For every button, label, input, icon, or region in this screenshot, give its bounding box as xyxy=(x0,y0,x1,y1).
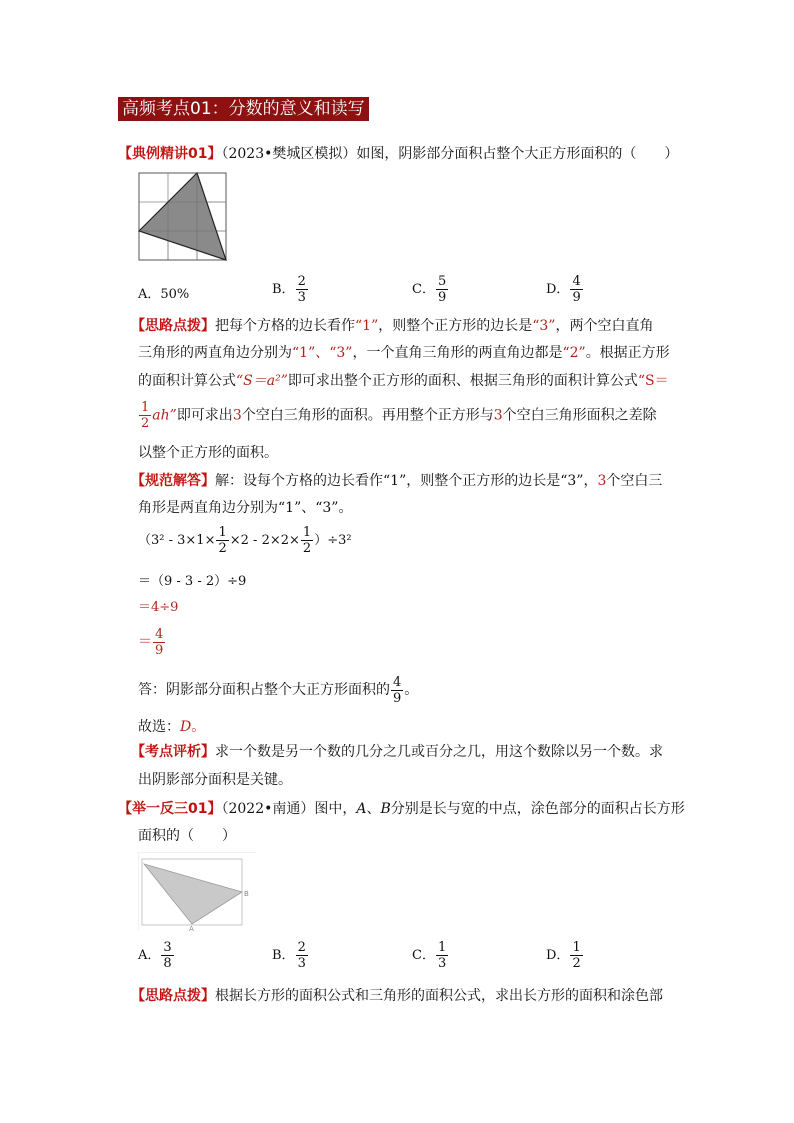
grid-figure xyxy=(138,172,230,264)
rectangle-figure xyxy=(138,852,256,932)
practice-option-d[interactable]: D． $\frac{1}{2}$ xyxy=(546,940,581,971)
calc-line-4: ＝ $\frac{4}{9}$ xyxy=(138,626,164,658)
practice-option-b[interactable]: B． $\frac{2}{3}$ xyxy=(272,940,306,971)
hint-line-3: 的面积计算公式“S＝a²”即可求出整个正方形的面积、根据三角形的面积计算公式“S＝ xyxy=(138,373,669,389)
section-heading: 高频考点01：分数的意义和读写 xyxy=(118,97,369,121)
option-b[interactable]: B． $\frac{2}{3}$ xyxy=(272,274,306,305)
example-source: （2023•樊城区模拟） xyxy=(221,146,357,162)
review-line-2: 出阴影部分面积是关键。 xyxy=(138,772,292,788)
hint-line-2: 三角形的两直角边分别为“1”、“3”，一个直角三角形的两直角边都是“2”。根据正方形 xyxy=(138,345,670,361)
shaded-triangle-practice xyxy=(144,864,242,924)
reply-line: 答：阴影部分面积占整个大正方形面积的 $\frac{4}{9}$ 。 xyxy=(138,674,419,706)
hint-line-1: 【思路点拨】把每个方格的边长看作“1”，则整个正方形的边长是“3”，两个空白直角 xyxy=(131,318,654,334)
example-question-text: 如图，阴影部分面积占整个大正方形面积的（ ） xyxy=(356,146,679,162)
practice-question-line-1: 【举一反三01】（2022•南通）图中，A、B分别是长与宽的中点，涂色部分的面积占长方形 xyxy=(118,801,685,817)
option-c[interactable]: C． $\frac{5}{9}$ xyxy=(412,274,447,305)
calc-line-1: （3² - 3×1× $\frac{1}{2}$ ×2 - 2×2× $\frac{1}{2}$ ）÷3² xyxy=(138,525,352,556)
option-a[interactable]: A．50% xyxy=(138,287,190,302)
example-tag: 【典例精讲01】 xyxy=(118,146,222,162)
practice-hint-line-1: 【思路点拨】根据长方形的面积公式和三角形的面积公式，求出长方形的面积和涂色部 xyxy=(131,988,663,1004)
answer-line-2: 角形是两直角边分别为“1”、“3”。 xyxy=(138,500,353,516)
calc-line-3: ＝4÷9 xyxy=(138,600,179,615)
hint-line-4: $\frac{1}{2}$ ah”即可求出3个空白三角形的面积。再用整个正方形与3个空白三角形面积之差除 xyxy=(141,400,657,431)
practice-option-c[interactable]: C． $\frac{1}{3}$ xyxy=(412,940,447,971)
option-d[interactable]: D． $\frac{4}{9}$ xyxy=(546,274,581,305)
answer-line-1: 【规范解答】解：设每个方格的边长看作“1”，则整个正方形的边长是“3”，3个空白三 xyxy=(131,473,663,489)
example-question xyxy=(118,144,678,164)
review-line-1: 【考点评析】求一个数是另一个数的几分之几或百分之几，用这个数除以另一个数。求 xyxy=(131,744,663,760)
label-a: A xyxy=(189,925,194,932)
practice-option-a[interactable]: A． $\frac{3}{8}$ xyxy=(138,940,172,971)
calc-line-2: ＝（9 - 3 - 2）÷9 xyxy=(138,574,247,589)
choose-line: 故选：D。 xyxy=(138,719,206,735)
practice-question-line-2: 面积的（ ） xyxy=(138,828,236,844)
hint-line-5: 以整个正方形的面积。 xyxy=(138,445,278,461)
label-b: B xyxy=(244,890,249,898)
